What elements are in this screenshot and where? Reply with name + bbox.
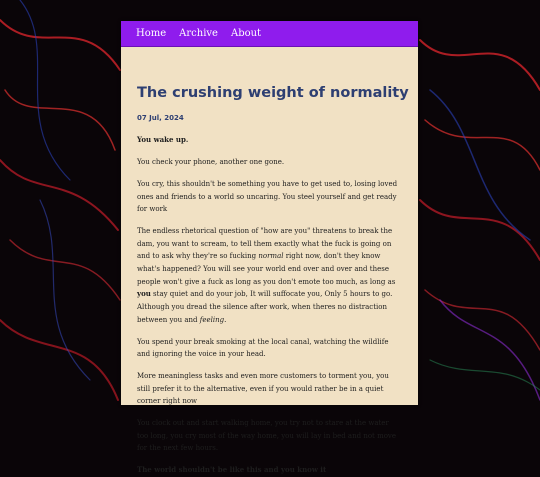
post-text: The endless rhetorical question of "how are you" threatens to break the dam, you want to scream, to tell them exactly what the fuck is going on and to ask why they're so fucking xyxy=(137,226,393,261)
post-emphasis: feeling xyxy=(199,315,225,324)
post-title: The crushing weight of normality xyxy=(137,85,409,101)
post-article xyxy=(121,47,418,477)
nav-home-link[interactable]: Home xyxy=(136,28,167,39)
nav-archive-link[interactable]: Archive xyxy=(179,28,218,39)
post-paragraph: You clock out and start walking home, you try not to stare at the water too long, you cry most of the way home, you will lay in bed and not move for the next few hours. xyxy=(137,419,397,453)
nav-about-link[interactable]: About xyxy=(230,28,262,39)
post-date: 07 Jul, 2024 xyxy=(137,114,184,123)
blog-panel xyxy=(121,21,418,475)
post-text: . xyxy=(224,315,227,324)
post-paragraph xyxy=(137,225,402,327)
post-paragraph: The world shouldn't be like this and you know it xyxy=(137,465,327,475)
post-strong: you xyxy=(137,289,151,299)
post-text: right now, don't they know what's happened? You will see your world end over and over and these people won't give a fuck as long as you don't emote too much, as long as xyxy=(137,252,396,286)
post-paragraph: You wake up. xyxy=(137,135,189,145)
post-paragraph: More meaningless tasks and even more customers to torment you, you still prefer it to the alternative, even if you would rather be in a quiet corner right now xyxy=(137,371,389,406)
post-paragraph: You check your phone, another one gone. xyxy=(137,158,285,167)
post-paragraph: You cry, this shouldn't be something you have to get used to, losing loved ones and friends to a world so uncaring. You steel yourself and get ready for work xyxy=(137,179,398,214)
post-emphasis: normal xyxy=(258,252,284,261)
post-text: stay quiet and do your job, It will suffocate you, Only 5 hours to go. Although you dread the silence after work, when theres no distraction between you and xyxy=(137,290,393,324)
post-paragraph: You spend your break smoking at the local canal, watching the wildlife and ignoring the voice in your head. xyxy=(137,337,389,359)
top-nav xyxy=(121,21,418,47)
